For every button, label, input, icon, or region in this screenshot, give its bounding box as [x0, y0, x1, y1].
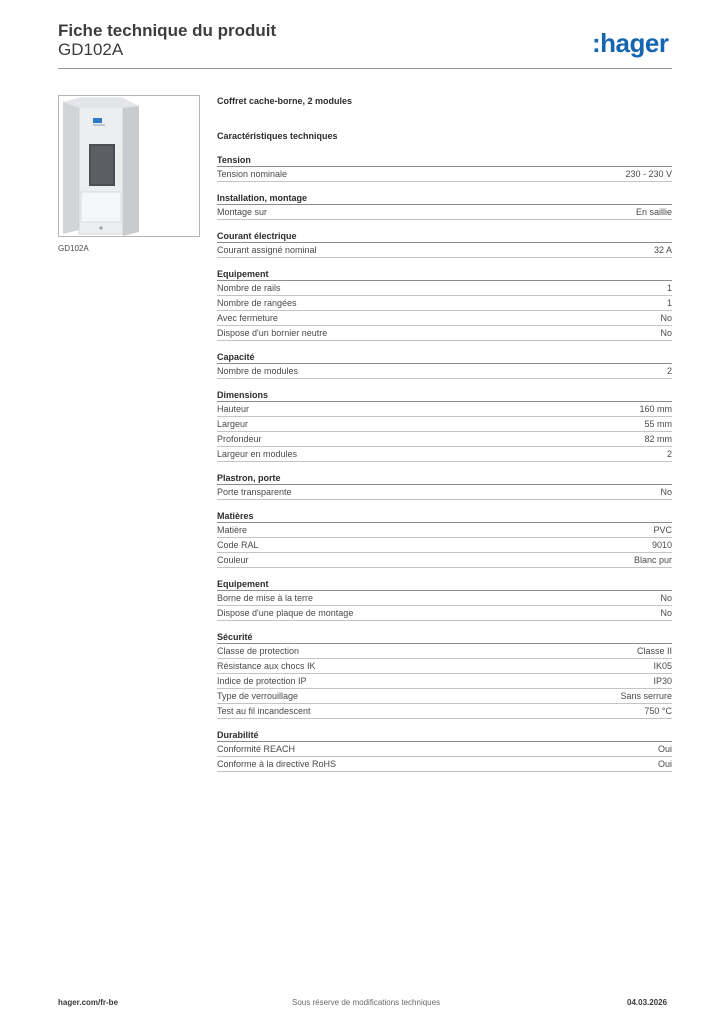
product-caption: GD102A: [58, 244, 89, 253]
technical-specifications: [217, 96, 672, 772]
spec-row: [217, 364, 672, 379]
footer-disclaimer: Sous réserve de modifications techniques: [292, 998, 441, 1007]
spec-row: [217, 659, 672, 674]
spec-value: No: [660, 593, 672, 603]
spec-label: Courant assigné nominal: [217, 245, 317, 255]
spec-groups: [217, 154, 672, 772]
spec-value: En saillie: [635, 207, 672, 217]
spec-value: IP30: [653, 676, 672, 686]
spec-value: IK05: [653, 661, 672, 671]
spec-row: [217, 538, 672, 553]
spec-label: Hauteur: [217, 404, 250, 414]
spec-value: No: [660, 487, 672, 497]
spec-value: 55 mm: [644, 419, 672, 429]
spec-label: Type de verrouillage: [217, 691, 299, 701]
spec-row: [217, 326, 672, 341]
spec-group-title: Tension: [217, 154, 672, 167]
spec-label: Tension nominale: [217, 169, 288, 179]
spec-group-title: Sécurité: [217, 631, 672, 644]
page-title: Fiche technique du produit: [58, 21, 277, 40]
spec-label: Dispose d'un bornier neutre: [217, 328, 328, 338]
spec-value: 32 A: [653, 245, 672, 255]
spec-label: Matière: [217, 525, 248, 535]
spec-value: 1: [666, 283, 672, 293]
spec-label: Nombre de rangées: [217, 298, 297, 308]
spec-value: 9010: [651, 540, 672, 550]
spec-label: Largeur en modules: [217, 449, 298, 459]
product-image-frame: [58, 95, 200, 237]
spec-group-title: Installation, montage: [217, 192, 672, 205]
spec-value: Oui: [657, 759, 672, 769]
spec-row: [217, 523, 672, 538]
spec-label: Indice de protection IP: [217, 676, 307, 686]
spec-label: Nombre de rails: [217, 283, 281, 293]
spec-row: [217, 606, 672, 621]
spec-value: No: [660, 328, 672, 338]
spec-row: [217, 742, 672, 757]
spec-group-title: Dimensions: [217, 389, 672, 402]
spec-row: [217, 243, 672, 258]
spec-row: [217, 402, 672, 417]
spec-label: Conforme à la directive RoHS: [217, 759, 337, 769]
hager-logo: :hager: [592, 28, 669, 58]
spec-value: 750 °C: [644, 706, 672, 716]
footer-website: hager.com/fr-be: [58, 998, 119, 1007]
spec-subtitle: Caractéristiques techniques: [217, 131, 338, 141]
spec-group-title: Equipement: [217, 578, 672, 591]
spec-row: [217, 447, 672, 462]
spec-label: Avec fermeture: [217, 313, 278, 323]
spec-value: PVC: [653, 525, 672, 535]
spec-label: Classe de protection: [217, 646, 300, 656]
spec-row: [217, 485, 672, 500]
spec-group-title: Capacité: [217, 351, 672, 364]
spec-group-title: Plastron, porte: [217, 472, 672, 485]
spec-label: Conformité REACH: [217, 744, 296, 754]
spec-row: [217, 553, 672, 568]
spec-row: [217, 591, 672, 606]
spec-group-title: Equipement: [217, 268, 672, 281]
spec-value: 2: [666, 366, 672, 376]
spec-row: [217, 311, 672, 326]
spec-row: [217, 296, 672, 311]
spec-label: Borne de mise à la terre: [217, 593, 314, 603]
spec-label: Nombre de modules: [217, 366, 299, 376]
spec-value: Classe II: [636, 646, 672, 656]
spec-row: [217, 704, 672, 719]
spec-value: 1: [666, 298, 672, 308]
product-code: GD102A: [58, 40, 124, 59]
spec-row: [217, 644, 672, 659]
spec-value: 82 mm: [644, 434, 672, 444]
spec-label: Test au fil incandescent: [217, 706, 311, 716]
spec-label: Résistance aux chocs IK: [217, 661, 316, 671]
spec-label: Largeur: [217, 419, 249, 429]
footer-date: 04.03.2026: [627, 998, 668, 1007]
product-description: Coffret cache-borne, 2 modules: [217, 96, 353, 106]
spec-group-title: Courant électrique: [217, 230, 672, 243]
spec-value: No: [660, 313, 672, 323]
spec-row: [217, 417, 672, 432]
spec-row: [217, 689, 672, 704]
spec-label: Montage sur: [217, 207, 268, 217]
spec-value: 230 - 230 V: [625, 169, 672, 179]
spec-value: 160 mm: [639, 404, 672, 414]
spec-group-title: Matières: [217, 510, 672, 523]
spec-row: [217, 674, 672, 689]
spec-value: No: [660, 608, 672, 618]
spec-value: Sans serrure: [620, 691, 672, 701]
spec-group-title: Durabilité: [217, 729, 672, 742]
spec-row: [217, 432, 672, 447]
spec-label: Porte transparente: [217, 487, 292, 497]
spec-value: Blanc pur: [633, 555, 672, 565]
spec-row: [217, 281, 672, 296]
spec-value: 2: [666, 449, 672, 459]
spec-row: [217, 757, 672, 772]
enclosure-product-image: [59, 96, 199, 236]
spec-row: [217, 205, 672, 220]
spec-value: Oui: [657, 744, 672, 754]
spec-label: Dispose d'une plaque de montage: [217, 608, 354, 618]
spec-label: Couleur: [217, 555, 249, 565]
spec-label: Code RAL: [217, 540, 259, 550]
spec-label: Profondeur: [217, 434, 262, 444]
spec-row: [217, 167, 672, 182]
header-divider: [58, 68, 672, 69]
